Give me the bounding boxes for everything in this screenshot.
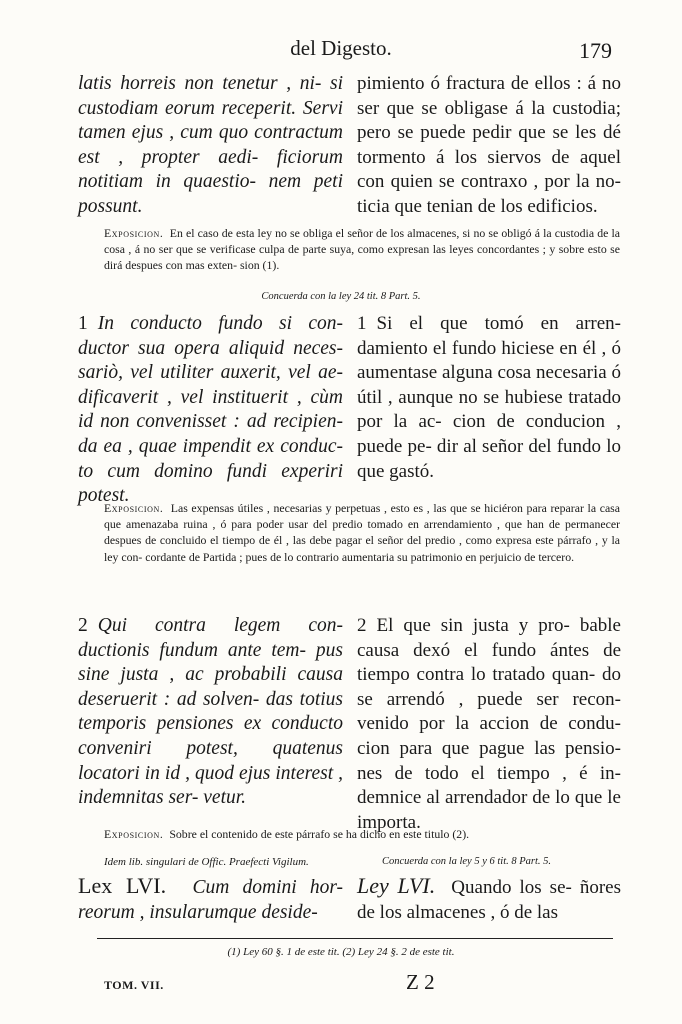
exposicion-2 <box>104 500 620 565</box>
paragraph-number: 2 <box>357 615 367 636</box>
latin-text-2 <box>78 312 343 509</box>
exposicion-label: Exposicion. <box>104 226 164 240</box>
footnote-divider <box>97 938 613 939</box>
exposicion-3 <box>104 826 620 842</box>
paragraph-number: 2 <box>78 615 88 636</box>
spanish-concordance-heading: Concuerda con la ley 5 y 6 tit. 8 Part. 5. <box>382 856 552 867</box>
exposicion-text: Las expensas útiles , necesarias y perpetuas , esto es , las que se hiciéron para reparar la casa que amenazaba ruina , ó para poder usar del predio tomado en arrendamiento , que han de permanecer despues de concluido el tiempo de él , las debe pagar el señor del predio , como expresa este párrafo , y la ley con- cordante de Partida ; pues de lo contrario aumentaria su patrimonio en perjuicio de tercero. <box>104 501 621 564</box>
paragraph-number: 1 <box>78 313 88 334</box>
spanish-paragraph: Si el que tomó en arren- damiento el fundo hiciese en él , ó aumentase alguna cosa necesaria ó útil , aunque no se hubiese tratado por la ac- cion de conducion , puede pe- dir al señor del fundo lo que gastó. <box>357 313 621 482</box>
paragraph-number: 1 <box>357 313 367 334</box>
page-number: 179 <box>579 38 612 63</box>
spanish-paragraph: El que sin justa y pro- bable causa dexó el fundo ántes de tiempo contra lo tratado quan- do se arrendó , puede ser recon- venido por la accion de condu- cion para que pague las pensio- nes de todo el tiempo , é in- demnice al arrendador de lo que le importa. <box>357 615 621 833</box>
latin-paragraph: Cum domini hor- reorum , insularumque deside- <box>78 877 344 923</box>
exposicion-1 <box>104 225 620 274</box>
latin-text-3 <box>78 614 343 811</box>
spanish-text-4 <box>357 874 621 925</box>
spanish-text-2 <box>357 312 621 484</box>
latin-source-heading: Idem lib. singulari de Offic. Praefecti Vigilum. <box>104 856 309 868</box>
exposicion-text: Sobre el contenido de este párrafo se ha dicho en este titulo (2). <box>169 827 470 841</box>
running-header: del Digesto. <box>290 36 392 60</box>
spanish-text-3 <box>357 614 621 835</box>
footnotes: (1) Ley 60 §. 1 de este tit. (2) Ley 24 §. 2 de este tit. <box>227 946 455 958</box>
exposicion-label: Exposicion. <box>104 827 164 841</box>
latin-paragraph: Qui contra legem con- ductionis fundum ante tem- pus sine justa , ac probabili causa deseruerit : ad solven- das totius temporis pensiones ex conducto conveniri potest, quatenus locatori in id , quod ejus interest , indemnitas ser- vetur. <box>78 615 343 809</box>
signature-mark: Z 2 <box>406 970 435 994</box>
volume-label: TOM. VII. <box>104 978 164 992</box>
latin-text-1: latis horreis non tenetur , ni- si custodiam eorum receperit. Servi tamen ejus , cum quo contractum est , propter aedi- ficiorum notitiam in quaestio- nem peti possunt. <box>78 73 343 217</box>
exposicion-text: En el caso de esta ley no se obliga el señor de los almacenes, si no se obligó á la custodia de la cosa , á no ser que se verificase culpa de parte suya, como expresan las leyes concordantes ; y sobre esto se dirá despues con mas exten- sion (1). <box>104 226 620 273</box>
latin-paragraph: In conducto fundo si con- ductor sua opera aliquid neces- sariò, vel utiliter auxerit, vel ae- dificaverit , vel instituerit , cùm id non convenisset : ad recipien- da ea , quae impendit ex conduc- to cum domino fundi experiri potest. <box>78 313 343 507</box>
exposicion-label: Exposicion. <box>104 501 164 515</box>
ley-number: Ley LVI. <box>357 873 436 898</box>
lex-number: Lex LVI. <box>78 873 167 898</box>
spanish-paragraph: Quando los se- ñores de los almacenes , ó de las <box>357 877 622 923</box>
latin-text-4 <box>78 874 343 925</box>
concordance-1: Concuerda con la ley 24 tit. 8 Part. 5. <box>261 291 421 302</box>
spanish-text-1: pimiento ó fractura de ellos : á no ser que se obligase á la custodia; pero se puede pedir que se les dé tormento á los siervos de aquel con quien se contraxo , por la no- ticia que tenian de los edificios. <box>357 73 621 217</box>
